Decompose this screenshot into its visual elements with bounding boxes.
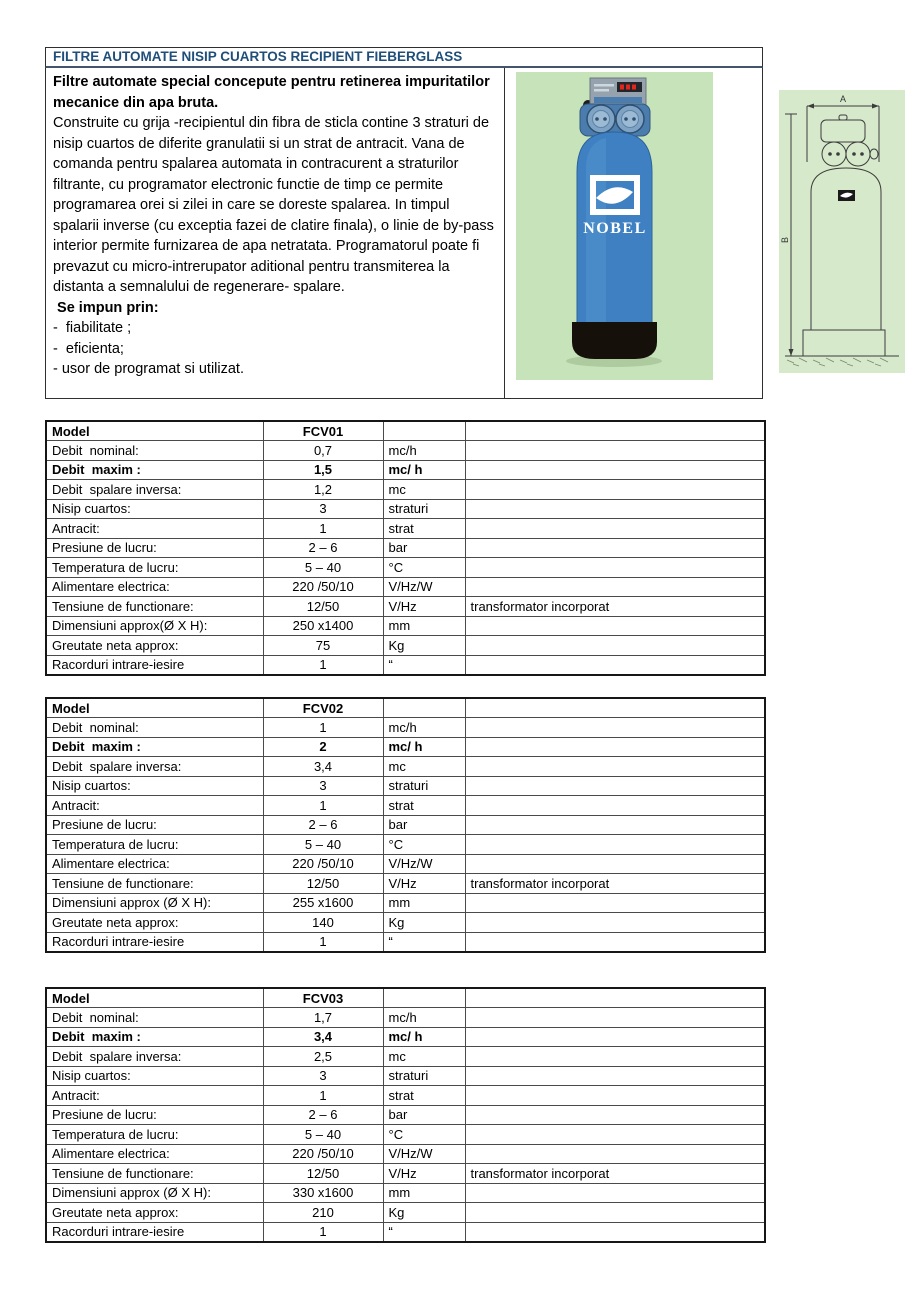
spec-label: Debit maxim :	[46, 737, 263, 757]
spec-label: Debit spalare inversa:	[46, 1047, 263, 1067]
spec-value: 3	[263, 776, 383, 796]
spec-label: Temperatura de lucru:	[46, 558, 263, 578]
spec-label: Presiune de lucru:	[46, 538, 263, 558]
table-header-row	[46, 988, 765, 1008]
spec-value: 75	[263, 636, 383, 656]
spec-label: Greutate neta approx:	[46, 1203, 263, 1223]
spec-value: 3	[263, 499, 383, 519]
tank-base	[572, 322, 657, 359]
spec-value: 1	[263, 796, 383, 816]
spec-note	[465, 1183, 765, 1203]
spec-value: 1,2	[263, 480, 383, 500]
spec-table-fcv03	[45, 987, 766, 1243]
spec-value: 1	[263, 718, 383, 738]
spec-value: 12/50	[263, 597, 383, 617]
display-digit	[632, 85, 636, 90]
table-row	[46, 597, 765, 617]
spec-unit: Kg	[383, 913, 465, 933]
dimension-label-a: A	[839, 94, 847, 104]
table-row	[46, 1047, 765, 1067]
spec-value: 330 x1600	[263, 1183, 383, 1203]
spec-label: Dimensiuni approx (Ø X H):	[46, 893, 263, 913]
table-header-row	[46, 421, 765, 441]
spec-note	[465, 499, 765, 519]
spec-note	[465, 1066, 765, 1086]
table-row	[46, 1144, 765, 1164]
spec-unit: Kg	[383, 636, 465, 656]
spec-label: Nisip cuartos:	[46, 1066, 263, 1086]
spec-value: 255 x1600	[263, 893, 383, 913]
spec-value: 2 – 6	[263, 815, 383, 835]
table-row	[46, 874, 765, 894]
spec-note: transformator incorporat	[465, 597, 765, 617]
spec-value: 3	[263, 1066, 383, 1086]
spec-unit: mc/h	[383, 718, 465, 738]
table-row	[46, 1164, 765, 1184]
spec-unit: V/Hz/W	[383, 1144, 465, 1164]
spec-label: Debit nominal:	[46, 1008, 263, 1028]
table-row	[46, 893, 765, 913]
model-name: FCV01	[263, 421, 383, 441]
spec-value: 220 /50/10	[263, 1144, 383, 1164]
spec-value: 3,4	[263, 1027, 383, 1047]
spec-value: 5 – 40	[263, 1125, 383, 1145]
spec-unit: mm	[383, 616, 465, 636]
unit-cell	[383, 988, 465, 1008]
table-row	[46, 1203, 765, 1223]
table-row	[46, 1105, 765, 1125]
table-row	[46, 718, 765, 738]
table-row	[46, 655, 765, 675]
spec-unit: V/Hz	[383, 1164, 465, 1184]
spec-label: Temperatura de lucru:	[46, 835, 263, 855]
spec-note	[465, 718, 765, 738]
table-row	[46, 636, 765, 656]
spec-label: Debit maxim :	[46, 460, 263, 480]
table-row	[46, 460, 765, 480]
table-row	[46, 757, 765, 777]
spec-unit: straturi	[383, 1066, 465, 1086]
spec-note	[465, 757, 765, 777]
spec-note	[465, 558, 765, 578]
table-row	[46, 538, 765, 558]
spec-value: 2 – 6	[263, 1105, 383, 1125]
filter-tank	[577, 132, 652, 327]
spec-unit: mc/ h	[383, 737, 465, 757]
spec-unit: mc/ h	[383, 460, 465, 480]
spec-note: transformator incorporat	[465, 874, 765, 894]
note-cell	[465, 698, 765, 718]
spec-label: Debit nominal:	[46, 718, 263, 738]
spec-note	[465, 636, 765, 656]
table-header-row	[46, 698, 765, 718]
note-cell	[465, 421, 765, 441]
product-photo	[516, 72, 713, 380]
table-row	[46, 913, 765, 933]
spec-value: 2	[263, 737, 383, 757]
spec-unit: bar	[383, 1105, 465, 1125]
spec-label: Nisip cuartos:	[46, 499, 263, 519]
intro-impose-heading: Se impun prin:	[53, 299, 159, 316]
spec-note	[465, 519, 765, 539]
spec-note	[465, 1086, 765, 1106]
spec-unit: mm	[383, 1183, 465, 1203]
spec-label: Alimentare electrica:	[46, 577, 263, 597]
dimension-label-b: B	[780, 236, 790, 244]
spec-unit: °C	[383, 835, 465, 855]
spec-note	[465, 1203, 765, 1223]
spec-unit: straturi	[383, 776, 465, 796]
unit-cell	[383, 421, 465, 441]
spec-note	[465, 835, 765, 855]
dimension-diagram-drawing	[779, 90, 905, 373]
spec-note	[465, 616, 765, 636]
table-row	[46, 499, 765, 519]
spec-value: 12/50	[263, 1164, 383, 1184]
spec-note	[465, 1144, 765, 1164]
intro-bullet: - usor de programat si utilizat.	[53, 361, 244, 377]
page-title: FILTRE AUTOMATE NISIP CUARTOS RECIPIENT FIEBERGLASS	[45, 47, 763, 68]
spec-note	[465, 655, 765, 675]
spec-note	[465, 815, 765, 835]
spec-note	[465, 893, 765, 913]
table-row	[46, 1183, 765, 1203]
spec-unit: Kg	[383, 1203, 465, 1223]
spec-label: Greutate neta approx:	[46, 636, 263, 656]
spec-unit: “	[383, 1222, 465, 1242]
spec-note	[465, 460, 765, 480]
table-row	[46, 519, 765, 539]
spec-unit: mc/h	[383, 441, 465, 461]
model-name: FCV02	[263, 698, 383, 718]
spec-value: 12/50	[263, 874, 383, 894]
spec-note	[465, 480, 765, 500]
spec-label: Nisip cuartos:	[46, 776, 263, 796]
table-row	[46, 776, 765, 796]
spec-unit: strat	[383, 1086, 465, 1106]
dial-dot	[632, 117, 636, 121]
table-row	[46, 737, 765, 757]
display-digit	[620, 85, 624, 90]
spec-label: Tensiune de functionare:	[46, 874, 263, 894]
table-row	[46, 1027, 765, 1047]
valve-dial-inner	[622, 111, 639, 128]
spec-note	[465, 932, 765, 952]
table-row	[46, 1222, 765, 1242]
spec-label: Presiune de lucru:	[46, 815, 263, 835]
table-row	[46, 1125, 765, 1145]
spec-note: transformator incorporat	[465, 1164, 765, 1184]
spec-unit: V/Hz/W	[383, 577, 465, 597]
spec-unit: mc	[383, 1047, 465, 1067]
spec-unit: V/Hz	[383, 874, 465, 894]
spec-note	[465, 1105, 765, 1125]
spec-value: 0,7	[263, 441, 383, 461]
spec-note	[465, 854, 765, 874]
spec-note	[465, 796, 765, 816]
table-row	[46, 1086, 765, 1106]
table-row	[46, 616, 765, 636]
spec-label: Alimentare electrica:	[46, 854, 263, 874]
spec-value: 1,5	[263, 460, 383, 480]
spec-unit: strat	[383, 519, 465, 539]
spec-label: Debit spalare inversa:	[46, 757, 263, 777]
spec-note	[465, 538, 765, 558]
table-row	[46, 854, 765, 874]
intro-body: Construite cu grija -recipientul din fibra de sticla contine 3 straturi de nisip cuartos de diferite granulatii si un strat de antracit. Vana de comanda pentru spalarea automata in contracurent a straturilor filtrante, cu programator electronic functie de timp ce permite programarea orei si zilei in care se doreste spalarea. In timpul spalarii inverse (cu exceptia fazei de clatire finala), o linie de by-pass interior permite furnizarea de apa netratata. Programatorul poate fi prevazut cu micro-intrerupator aditional pentru transmiterea la distanta a semnalului de regenerare- spalare.	[53, 115, 494, 295]
spec-unit: mc	[383, 757, 465, 777]
spec-value: 220 /50/10	[263, 577, 383, 597]
spec-unit: °C	[383, 1125, 465, 1145]
controller-label-line	[594, 89, 609, 92]
spec-label: Antracit:	[46, 1086, 263, 1106]
spec-value: 1	[263, 1222, 383, 1242]
spec-label: Alimentare electrica:	[46, 1144, 263, 1164]
spec-label: Racorduri intrare-iesire	[46, 932, 263, 952]
spec-unit: straturi	[383, 499, 465, 519]
spec-note	[465, 737, 765, 757]
spec-note	[465, 441, 765, 461]
display-digit	[626, 85, 630, 90]
spec-unit: “	[383, 932, 465, 952]
spec-unit: V/Hz/W	[383, 854, 465, 874]
spec-label: Debit maxim :	[46, 1027, 263, 1047]
spec-unit: mc/h	[383, 1008, 465, 1028]
spec-unit: bar	[383, 815, 465, 835]
table-row	[46, 558, 765, 578]
valve-dial-inner	[593, 111, 610, 128]
model-name: FCV03	[263, 988, 383, 1008]
spec-note	[465, 1047, 765, 1067]
spec-unit: mc/ h	[383, 1027, 465, 1047]
spec-value: 3,4	[263, 757, 383, 777]
spec-value: 210	[263, 1203, 383, 1223]
spec-label: Racorduri intrare-iesire	[46, 655, 263, 675]
spec-value: 250 x1400	[263, 616, 383, 636]
spec-unit: bar	[383, 538, 465, 558]
spec-note	[465, 577, 765, 597]
spec-value: 5 – 40	[263, 558, 383, 578]
spec-label: Presiune de lucru:	[46, 1105, 263, 1125]
brand-text: NOBEL	[583, 220, 647, 237]
spec-unit: V/Hz	[383, 597, 465, 617]
spec-label: Debit nominal:	[46, 441, 263, 461]
spec-label: Tensiune de functionare:	[46, 597, 263, 617]
table-row	[46, 932, 765, 952]
table-row	[46, 577, 765, 597]
spec-label: Greutate neta approx:	[46, 913, 263, 933]
spec-value: 1	[263, 655, 383, 675]
spec-value: 2 – 6	[263, 538, 383, 558]
spec-unit: mm	[383, 893, 465, 913]
intro-lead: Filtre automate special concepute pentru retinerea impuritatilor mecanice din apa bruta.	[53, 74, 490, 111]
valve-head	[580, 78, 650, 136]
spec-value: 220 /50/10	[263, 854, 383, 874]
spec-label: Temperatura de lucru:	[46, 1125, 263, 1145]
spec-label: Debit spalare inversa:	[46, 480, 263, 500]
controller-button-row	[594, 97, 642, 103]
spec-value: 1,7	[263, 1008, 383, 1028]
model-header-label: Model	[46, 988, 263, 1008]
diagram-background	[779, 90, 905, 373]
spec-value: 5 – 40	[263, 835, 383, 855]
intro-bullet: - eficienta;	[53, 340, 124, 357]
table-row	[46, 815, 765, 835]
table-row	[46, 441, 765, 461]
spec-unit: mc	[383, 480, 465, 500]
intro-section	[45, 68, 763, 399]
spec-value: 1	[263, 932, 383, 952]
spec-note	[465, 776, 765, 796]
controller-label-line	[594, 84, 614, 87]
table-row	[46, 1008, 765, 1028]
table-row	[46, 480, 765, 500]
model-header-label: Model	[46, 698, 263, 718]
dial-dot	[603, 117, 607, 121]
unit-cell	[383, 698, 465, 718]
table-row	[46, 1066, 765, 1086]
product-photo-rendering	[516, 72, 713, 380]
note-cell	[465, 988, 765, 1008]
intro-text-column	[46, 68, 505, 398]
table-row	[46, 796, 765, 816]
spec-value: 1	[263, 519, 383, 539]
spec-label: Tensiune de functionare:	[46, 1164, 263, 1184]
spec-label: Racorduri intrare-iesire	[46, 1222, 263, 1242]
spec-table-fcv01	[45, 420, 766, 676]
table-row	[46, 835, 765, 855]
spec-label: Dimensiuni approx(Ø X H):	[46, 616, 263, 636]
dimension-diagram	[779, 90, 905, 373]
spec-note	[465, 1008, 765, 1028]
spec-unit: strat	[383, 796, 465, 816]
spec-label: Antracit:	[46, 519, 263, 539]
spec-value: 140	[263, 913, 383, 933]
intro-bullet: - fiabilitate ;	[53, 320, 132, 336]
dial-dot	[595, 117, 599, 121]
model-header-label: Model	[46, 421, 263, 441]
spec-value: 2,5	[263, 1047, 383, 1067]
dial-dot	[624, 117, 628, 121]
spec-note	[465, 1222, 765, 1242]
spec-value: 1	[263, 1086, 383, 1106]
spec-unit: “	[383, 655, 465, 675]
spec-label: Dimensiuni approx (Ø X H):	[46, 1183, 263, 1203]
spec-label: Antracit:	[46, 796, 263, 816]
spec-unit: °C	[383, 558, 465, 578]
spec-table-fcv02	[45, 697, 766, 953]
spec-note	[465, 913, 765, 933]
spec-note	[465, 1125, 765, 1145]
spec-note	[465, 1027, 765, 1047]
